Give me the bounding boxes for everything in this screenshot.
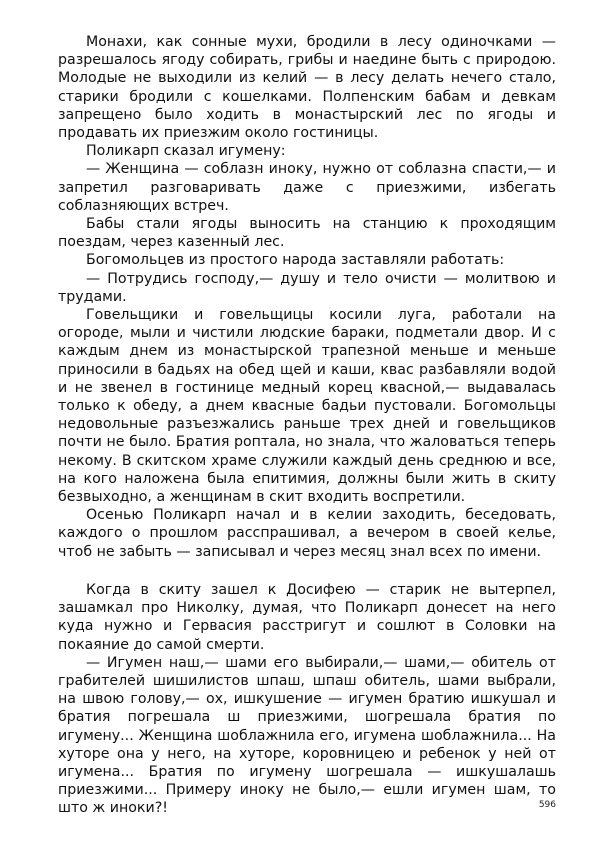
paragraph: Когда в скиту зашел к Досифею — старик не вытерпел, зашамкал про Николку, думая, что Поликарп донесет на него куда нужно и Гервасия расстригут и сошлют в Соловки на покаяние до самой смерти. (58, 581, 556, 653)
paragraph: Монахи, как сонные мухи, бродили в лесу одиночками — разрешалось ягоду собирать, грибы и наедине быть с природою. Молодые не выходили из келий — в лесу делать нечего стало, старики бродили с кошелками. Полпенским бабам и девкам запрещено было ходить в монастырский лес по ягоды и продавать их приезжим около гостиницы. (58, 34, 556, 142)
section-gap (58, 561, 556, 581)
paragraph: — Потрудись господу,— душу и тело очисти — молитвою и трудами. (58, 270, 556, 305)
paragraph: — Игумен наш,— шами его выбирали,— шами,— обитель от грабителей шишилистов шпаш, шпаш обитель, шами выбрали, на швою голову,— ох, ишкушение — игумен братию ишкушал и братия погрешала ш приезжими, шогрешала братия по игумену... Женщина шоблажнила его, игумена шоблажнила... На хуторе она у него, на хуторе, коровницею и ребенок у ней от игумена... Братия по игумену шогрешала — ишкушалашь приезжими... Примеру иноку не было,— ешли игумен шам, то што ж иноки?! (58, 654, 556, 817)
paragraph: Бабы стали ягоды выносить на станцию к проходящим поездам, через казенный лес. (58, 216, 556, 251)
paragraph: Говельщики и говельщицы косили луга, работали на огороде, мыли и чистили людские бараки, подметали двор. И с каждым днем из монастырской трапезной меньше и меньше приносили в бадьях на обед щей и каши, квас разбавляли водой и не звенел в гостинице медный корец квасной,— выдавалась только к обеду, а днем квасные бадьи пустовали. Богомольцы недовольные разъезжались раньше трех дней и говельщиков почти не было. Братия роптала, но знала, что жаловаться теперь некому. В скитском храме служили каждый день среднюю и все, на кого наложена была епитимия, должны были жить в скиту безвыходно, а женщинам в скит входить воспретили. (58, 307, 556, 506)
page-number: 596 (538, 800, 556, 810)
paragraph: Осенью Поликарп начал и в келии заходить, беседовать, каждого о прошлом расспрашивал, а вечером в своей келье, чтоб не забыть — записывал и через месяц знал всех по имени. (58, 507, 556, 560)
paragraph: Поликарп сказал игумену: (86, 143, 286, 160)
paragraph: Богомольцев из простого народа заставляли работать: (86, 252, 505, 269)
document-page (58, 33, 556, 818)
paragraph: — Женщина — соблазн иноку, нужно от соблазна спасти,— и запретил разговаривать даже с приезжими, избегать соблазняющих встреч. (58, 161, 556, 214)
